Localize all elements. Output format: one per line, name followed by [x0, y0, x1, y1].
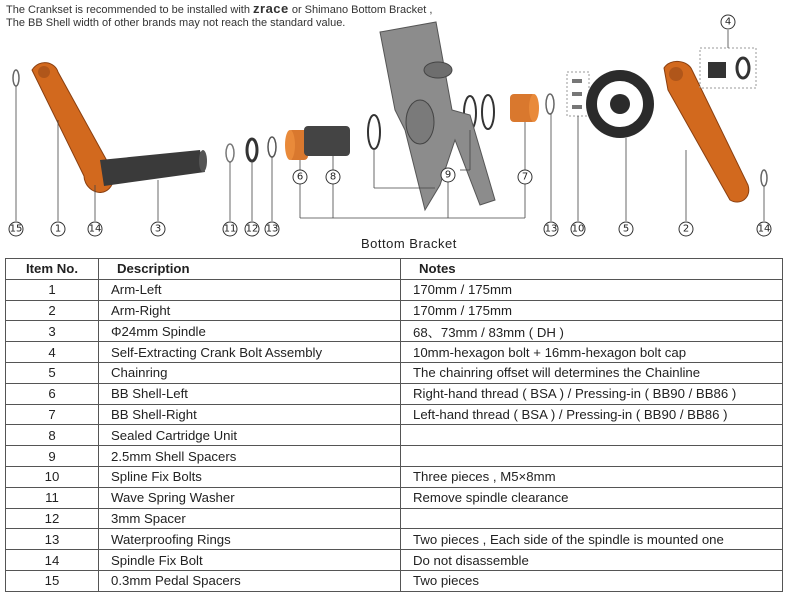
header-item-no: Item No. [6, 259, 99, 280]
right-crank-arm [664, 61, 749, 202]
item-no: 3 [6, 321, 99, 342]
waterproof-ring-left [268, 137, 276, 157]
description: Φ24mm Spindle [99, 321, 401, 342]
svg-text:10: 10 [571, 223, 585, 235]
callout-12 [245, 222, 259, 236]
right-arm-spindle-hole [669, 67, 683, 81]
item-no: 10 [6, 466, 99, 487]
callout-8 [326, 170, 340, 184]
callout-2 [679, 222, 693, 236]
shell-spacer-3 [482, 95, 494, 129]
description: BB Shell-Right [99, 404, 401, 425]
callout-13-right [544, 222, 558, 236]
item-no: 12 [6, 508, 99, 529]
table-row [6, 529, 783, 550]
notes: Two pieces , Each side of the spindle is mounted one [401, 529, 783, 550]
description: Sealed Cartridge Unit [99, 425, 401, 446]
item-no: 1 [6, 279, 99, 300]
left-crank-arm [32, 63, 114, 193]
left-arm-pedal-hole [38, 66, 50, 78]
svg-text:3: 3 [154, 223, 162, 235]
notes [401, 446, 783, 467]
item-no: 2 [6, 300, 99, 321]
wave-spring-washer [226, 144, 234, 162]
description: Arm-Left [99, 279, 401, 300]
svg-text:11: 11 [223, 223, 237, 235]
svg-text:15: 15 [9, 223, 23, 235]
chainring-hub [610, 94, 630, 114]
spindle-fix-bolt-right [761, 170, 767, 186]
table-row [6, 487, 783, 508]
svg-text:14: 14 [757, 223, 771, 235]
svg-text:1: 1 [54, 223, 62, 235]
callout-3 [151, 222, 165, 236]
spindle [100, 150, 205, 186]
notes: The chainring offset will determines the Chainline [401, 362, 783, 383]
svg-text:12: 12 [245, 223, 259, 235]
description: Spline Fix Bolts [99, 466, 401, 487]
table-row [6, 342, 783, 363]
description: BB Shell-Left [99, 383, 401, 404]
item-no: 9 [6, 446, 99, 467]
notes: Right-hand thread ( BSA ) / Pressing-in ( BB90 / BB86 ) [401, 383, 783, 404]
frame-seat-tube-top [424, 62, 452, 78]
item-no: 11 [6, 487, 99, 508]
callout-14-right [757, 222, 771, 236]
table-row [6, 279, 783, 300]
svg-text:2: 2 [682, 223, 690, 235]
table-header-row [6, 259, 783, 280]
crank-bolt-cap [737, 58, 749, 78]
notes: Left-hand thread ( BSA ) / Pressing-in ( BB90 / BB86 ) [401, 404, 783, 425]
notes [401, 425, 783, 446]
table-row [6, 425, 783, 446]
table-row [6, 508, 783, 529]
exploded-crankset-diagram [0, 0, 791, 258]
shell-spacer-1 [368, 115, 380, 149]
callout-13-left [265, 222, 279, 236]
svg-text:5: 5 [622, 223, 630, 235]
table-row [6, 362, 783, 383]
callout-14-left [88, 222, 102, 236]
description: Waterproofing Rings [99, 529, 401, 550]
table-row [6, 383, 783, 404]
description: 3mm Spacer [99, 508, 401, 529]
table-row [6, 404, 783, 425]
install-note-suffix: or Shimano Bottom Bracket , [288, 4, 433, 16]
callout-5 [619, 222, 633, 236]
description: Spindle Fix Bolt [99, 550, 401, 571]
callout-6 [293, 170, 307, 184]
notes: Two pieces [401, 570, 783, 591]
notes: Do not disassemble [401, 550, 783, 571]
callout-7 [518, 170, 532, 184]
svg-text:14: 14 [88, 223, 102, 235]
description: Arm-Right [99, 300, 401, 321]
table-row [6, 570, 783, 591]
description: Chainring [99, 362, 401, 383]
bb-shell-left-cup [304, 126, 350, 156]
item-no: 8 [6, 425, 99, 446]
callout-4 [721, 15, 735, 29]
item-no: 15 [6, 570, 99, 591]
table-row [6, 300, 783, 321]
item-no: 14 [6, 550, 99, 571]
bb-shell-left-face [285, 130, 295, 160]
svg-text:7: 7 [521, 171, 529, 183]
callout-1 [51, 222, 65, 236]
table-row [6, 466, 783, 487]
callout-15 [9, 222, 23, 236]
item-no: 7 [6, 404, 99, 425]
table-row [6, 550, 783, 571]
svg-text:13: 13 [265, 223, 279, 235]
description: 2.5mm Shell Spacers [99, 446, 401, 467]
item-no: 4 [6, 342, 99, 363]
waterproof-ring-right [546, 94, 554, 114]
table-row [6, 321, 783, 342]
install-note-prefix: The Crankset is recommended to be installed with [6, 4, 254, 16]
svg-text:13: 13 [544, 223, 558, 235]
spline-fix-bolts [567, 72, 589, 116]
callout-11 [223, 222, 237, 236]
notes: 170mm / 175mm [401, 279, 783, 300]
header-description: Description [99, 259, 401, 280]
svg-text:4: 4 [724, 16, 732, 28]
notes: 10mm-hexagon bolt + 16mm-hexagon bolt cap [401, 342, 783, 363]
crank-bolt [708, 62, 726, 78]
pedal-spacer-ring [13, 70, 19, 86]
table-row [6, 446, 783, 467]
spindle-end [199, 150, 207, 172]
brand-logo-text: zrace [253, 1, 289, 16]
notes: 170mm / 175mm [401, 300, 783, 321]
bottom-bracket-label: Bottom Bracket [361, 236, 457, 251]
svg-text:6: 6 [296, 171, 304, 183]
svg-text:9: 9 [444, 169, 452, 181]
header-notes: Notes [401, 259, 783, 280]
item-no: 6 [6, 383, 99, 404]
notes [401, 508, 783, 529]
bike-frame-bottom-bracket [380, 22, 495, 210]
item-no: 13 [6, 529, 99, 550]
install-note-line2-text: The BB Shell width of other brands may not reach the standard value. [6, 17, 346, 29]
callout-9 [441, 168, 455, 182]
notes: 68、73mm / 83mm ( DH ) [401, 321, 783, 342]
notes: Remove spindle clearance [401, 487, 783, 508]
parts-table [5, 258, 783, 592]
callout-10 [571, 222, 585, 236]
three-mm-spacer [247, 139, 257, 161]
description: 0.3mm Pedal Spacers [99, 570, 401, 591]
notes: Three pieces , M5×8mm [401, 466, 783, 487]
svg-text:8: 8 [329, 171, 337, 183]
bb-shell-right-face [529, 94, 539, 122]
description: Wave Spring Washer [99, 487, 401, 508]
description: Self-Extracting Crank Bolt Assembly [99, 342, 401, 363]
frame-bb-shell [406, 100, 434, 144]
item-no: 5 [6, 362, 99, 383]
